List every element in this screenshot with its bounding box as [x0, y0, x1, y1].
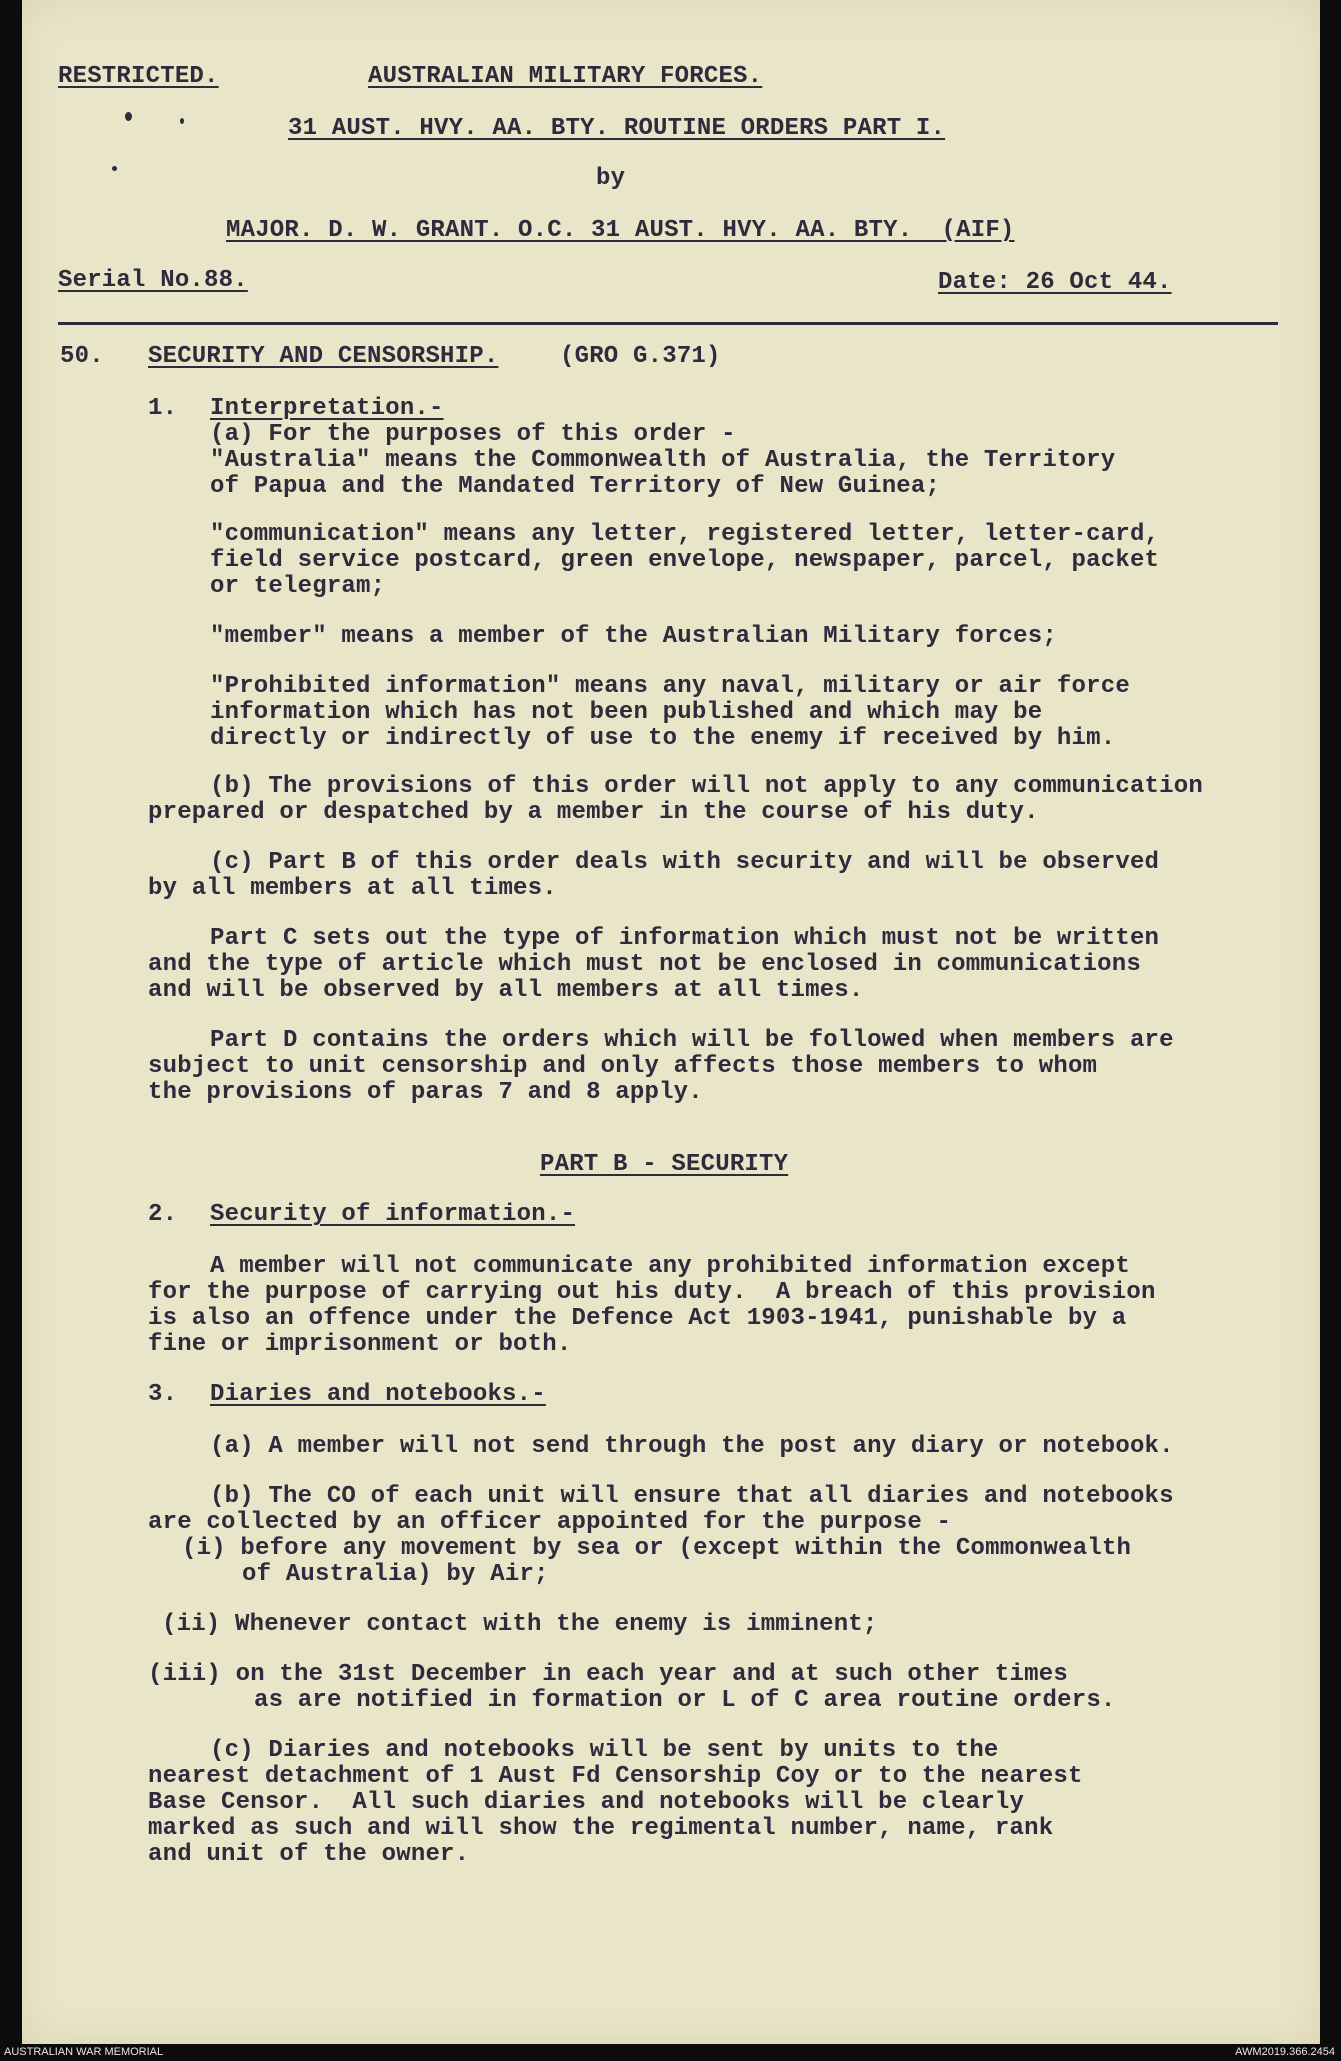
- text-line: information which has not been published and which may be: [210, 699, 1043, 726]
- text-line: by all members at all times.: [148, 875, 557, 902]
- text-line: Part D contains the orders which will be followed when members are: [210, 1027, 1174, 1054]
- text-line: prepared or despatched by a member in the course of his duty.: [148, 799, 1039, 826]
- text-line: nearest detachment of 1 Aust Fd Censorship Coy or to the nearest: [148, 1763, 1083, 1790]
- text-line: (c) Diaries and notebooks will be sent by units to the: [210, 1737, 999, 1764]
- text-line: or telegram;: [210, 573, 386, 600]
- restricted-label: RESTRICTED.: [58, 63, 219, 90]
- serial-number: Serial No.88.: [58, 267, 248, 294]
- para-1-heading: Interpretation.-: [210, 395, 444, 422]
- para-3-heading: Diaries and notebooks.-: [210, 1381, 546, 1408]
- text-line: (b) The CO of each unit will ensure that all diaries and notebooks: [210, 1483, 1174, 1510]
- text-line: (i) before any movement by sea or (except within the Commonwealth: [182, 1535, 1132, 1562]
- para-1-number: 1.: [148, 395, 178, 422]
- text-line: fine or imprisonment or both.: [148, 1331, 572, 1358]
- archive-credit: AUSTRALIAN WAR MEMORIAL: [4, 2046, 164, 2058]
- text-line: subject to unit censorship and only affects those members to whom: [148, 1053, 1098, 1080]
- order-reference: (GRO G.371): [560, 343, 721, 370]
- text-line: "communication" means any letter, registered letter, letter-card,: [210, 521, 1160, 548]
- orders-title: 31 AUST. HVY. AA. BTY. ROUTINE ORDERS PART I.: [288, 115, 946, 142]
- text-line: the provisions of paras 7 and 8 apply.: [148, 1079, 703, 1106]
- text-line: as are notified in formation or L of C area routine orders.: [254, 1687, 1116, 1714]
- text-line: marked as such and will show the regimental number, name, rank: [148, 1815, 1054, 1842]
- para-2-number: 2.: [148, 1201, 178, 1228]
- text-line: (a) For the purposes of this order -: [210, 421, 736, 448]
- text-line: (ii) Whenever contact with the enemy is imminent;: [162, 1611, 878, 1638]
- ink-mark: [180, 118, 184, 124]
- header-divider: [58, 322, 1278, 325]
- text-line: field service postcard, green envelope, newspaper, parcel, packet: [210, 547, 1160, 574]
- text-line: (c) Part B of this order deals with security and will be observed: [210, 849, 1160, 876]
- text-line: (a) A member will not send through the post any diary or notebook.: [210, 1433, 1174, 1460]
- archive-reference: AWM2019.366.2454: [1235, 2046, 1335, 2058]
- para-2-heading: Security of information.-: [210, 1201, 576, 1228]
- text-line: (b) The provisions of this order will not apply to any communication: [210, 773, 1203, 800]
- text-line: A member will not communicate any prohibited information except: [210, 1253, 1130, 1280]
- text-line: and unit of the owner.: [148, 1841, 470, 1868]
- officer-line: MAJOR. D. W. GRANT. O.C. 31 AUST. HVY. AA. BTY. (AIF): [226, 217, 1015, 244]
- text-line: "member" means a member of the Australian Military forces;: [210, 623, 1057, 650]
- text-line: (iii) on the 31st December in each year and at such other times: [148, 1661, 1068, 1688]
- order-date: Date: 26 Oct 44.: [938, 269, 1172, 296]
- text-line: directly or indirectly of use to the enemy if received by him.: [210, 725, 1116, 752]
- forces-heading: AUSTRALIAN MILITARY FORCES.: [368, 63, 763, 90]
- order-number: 50.: [60, 343, 104, 370]
- text-line: are collected by an officer appointed for the purpose -: [148, 1509, 952, 1536]
- part-b-heading: PART B - SECURITY: [540, 1151, 789, 1178]
- order-title: SECURITY AND CENSORSHIP.: [148, 343, 499, 370]
- text-line: is also an offence under the Defence Act 1903-1941, punishable by a: [148, 1305, 1127, 1332]
- ink-mark: [112, 166, 117, 171]
- document-page: [22, 0, 1320, 2044]
- text-line: of Papua and the Mandated Territory of New Guinea;: [210, 473, 941, 500]
- para-3-number: 3.: [148, 1381, 178, 1408]
- text-line: Base Censor. All such diaries and notebooks will be clearly: [148, 1789, 1025, 1816]
- text-line: and the type of article which must not be enclosed in communications: [148, 951, 1141, 978]
- text-line: Part C sets out the type of information which must not be written: [210, 925, 1160, 952]
- text-line: and will be observed by all members at all times.: [148, 977, 864, 1004]
- by-line: by: [596, 165, 626, 192]
- text-line: "Prohibited information" means any naval, military or air force: [210, 673, 1130, 700]
- text-line: "Australia" means the Commonwealth of Australia, the Territory: [210, 447, 1116, 474]
- text-line: of Australia) by Air;: [242, 1561, 549, 1588]
- ink-mark: [125, 112, 132, 121]
- text-line: for the purpose of carrying out his duty. A breach of this provision: [148, 1279, 1156, 1306]
